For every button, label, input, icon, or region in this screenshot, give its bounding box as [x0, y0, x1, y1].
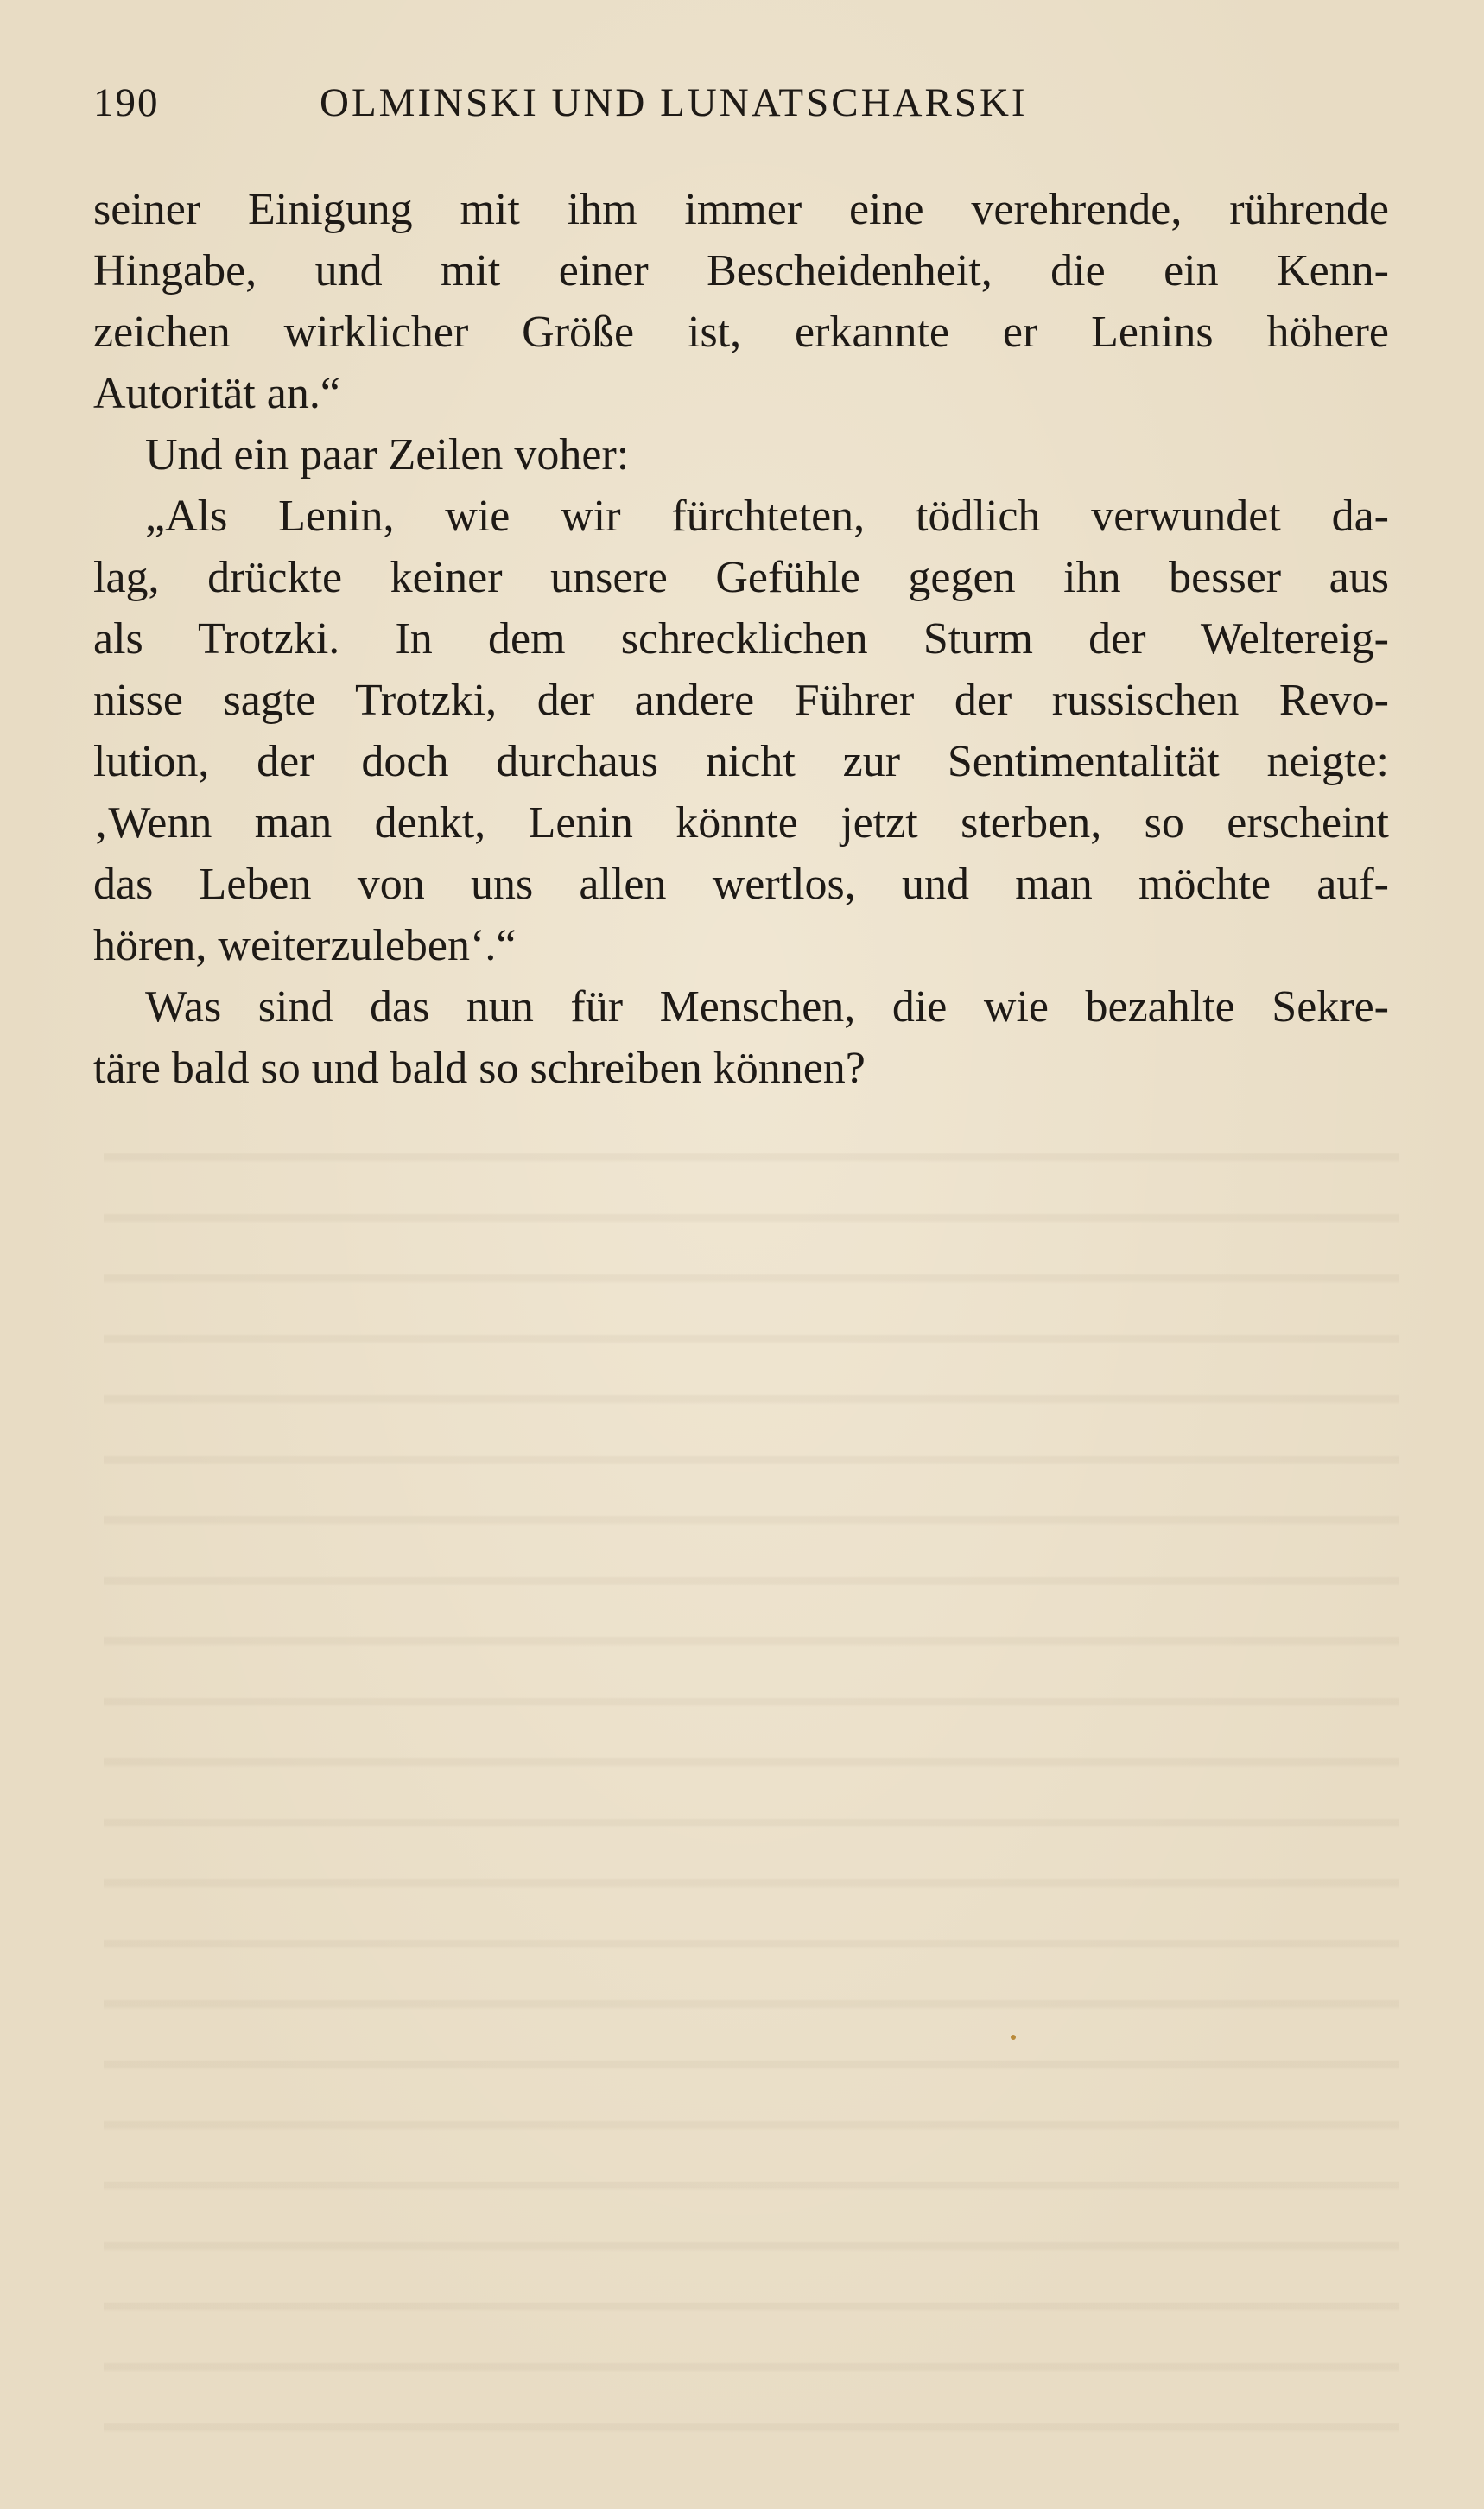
text-line: „Als Lenin, wie wir fürchteten, tödlich verwundet da-: [145, 492, 1389, 541]
text-line: zeichen wirklicher Größe ist, erkannte er Lenins höhere: [93, 308, 1389, 357]
text-line: ‚Wenn man denkt, Lenin könnte jetzt sterben, so erscheint: [93, 798, 1389, 848]
page-header: [93, 79, 1389, 131]
text-line: Hingabe, und mit einer Bescheidenheit, die ein Kenn-: [93, 246, 1389, 295]
text-line: lution, der doch durchaus nicht zur Sentimentalität neigte:: [93, 737, 1389, 786]
running-title: OLMINSKI UND LUNATSCHARSKI: [320, 80, 1028, 125]
text-line: Was sind das nun für Menschen, die wie bezahlte Sekre-: [145, 982, 1389, 1032]
text-line: als Trotzki. In dem schrecklichen Sturm der Weltereig-: [93, 614, 1389, 664]
bleed-through-text: [104, 1115, 1399, 2454]
text-line: lag, drückte keiner unsere Gefühle gegen ihn besser aus: [93, 553, 1389, 602]
text-line: täre bald so und bald so schreiben können?: [93, 1044, 866, 1093]
text-line: hören, weiterzuleben‘.“: [93, 921, 517, 970]
text-line: nisse sagte Trotzki, der andere Führer der russischen Revo-: [93, 676, 1389, 725]
page-number: 190: [93, 80, 160, 125]
paper-speck: [1011, 2035, 1016, 2040]
text-line: Autorität an.“: [93, 369, 340, 418]
text-line: Und ein paar Zeilen voher:: [145, 430, 630, 480]
body-text: [93, 179, 1389, 1099]
text-line: das Leben von uns allen wertlos, und man möchte auf-: [93, 860, 1389, 909]
text-line: seiner Einigung mit ihm immer eine verehrende, rührende: [93, 185, 1389, 234]
